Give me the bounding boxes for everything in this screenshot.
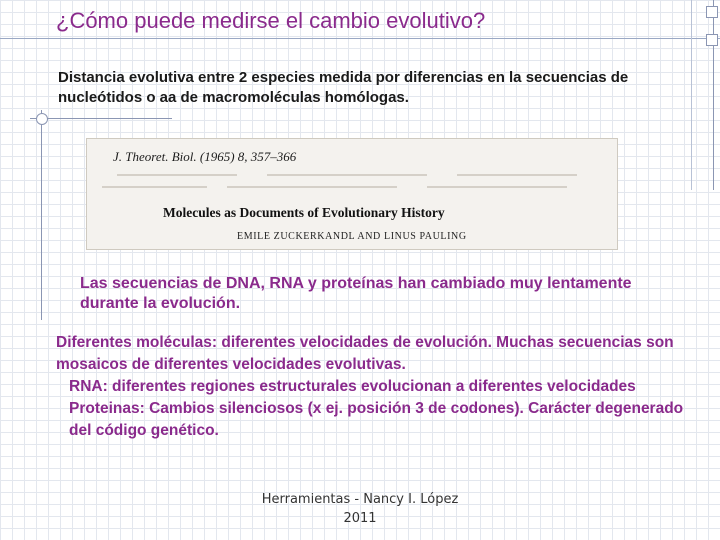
body-text (56, 332, 686, 442)
body-line: Diferentes moléculas: diferentes velocidades de evolución. Muchas secuencias son mosaicos de diferentes velocidades evolutivas. (56, 334, 674, 373)
intro-underline (30, 118, 172, 119)
title-rule (0, 38, 720, 39)
paper-journal-citation: J. Theoret. Biol. (1965) 8, 357–366 (113, 149, 297, 164)
paper-bleed-through-texture (97, 169, 607, 199)
body-line-proteins: Proteinas: Cambios silenciosos (x ej. posición 3 de codones). Carácter degenerado del código genético. (69, 400, 684, 439)
paper-title: Molecules as Documents of Evolutionary History (163, 205, 445, 220)
footer-year: 2011 (343, 511, 377, 526)
footer-author: Herramientas - Nancy I. López (261, 492, 459, 507)
body-line-rna: RNA: diferentes regiones estructurales evolucionan a diferentes velocidades (69, 378, 636, 395)
left-decoration-line (41, 110, 42, 320)
corner-vertical-line (713, 0, 714, 190)
slide-title: ¿Cómo puede medirse el cambio evolutivo? (56, 8, 486, 33)
paper-authors: EMILE ZUCKERKANDL AND LINUS PAULING (237, 231, 467, 242)
corner-decoration (691, 0, 720, 190)
quote-text: Las secuencias de DNA, RNA y proteínas han cambiado muy lentamente durante la evolución. (80, 275, 632, 312)
corner-square (706, 6, 718, 18)
corner-square (706, 34, 718, 46)
intro-text: Distancia evolutiva entre 2 especies medida por diferencias en la secuencias de nucleótidos o aa de macromoléculas homólogas. (58, 69, 629, 106)
footer (230, 490, 490, 528)
bleed-through-scribble (97, 169, 607, 197)
decoration-circle (36, 113, 48, 125)
paper-header-image (86, 138, 618, 250)
